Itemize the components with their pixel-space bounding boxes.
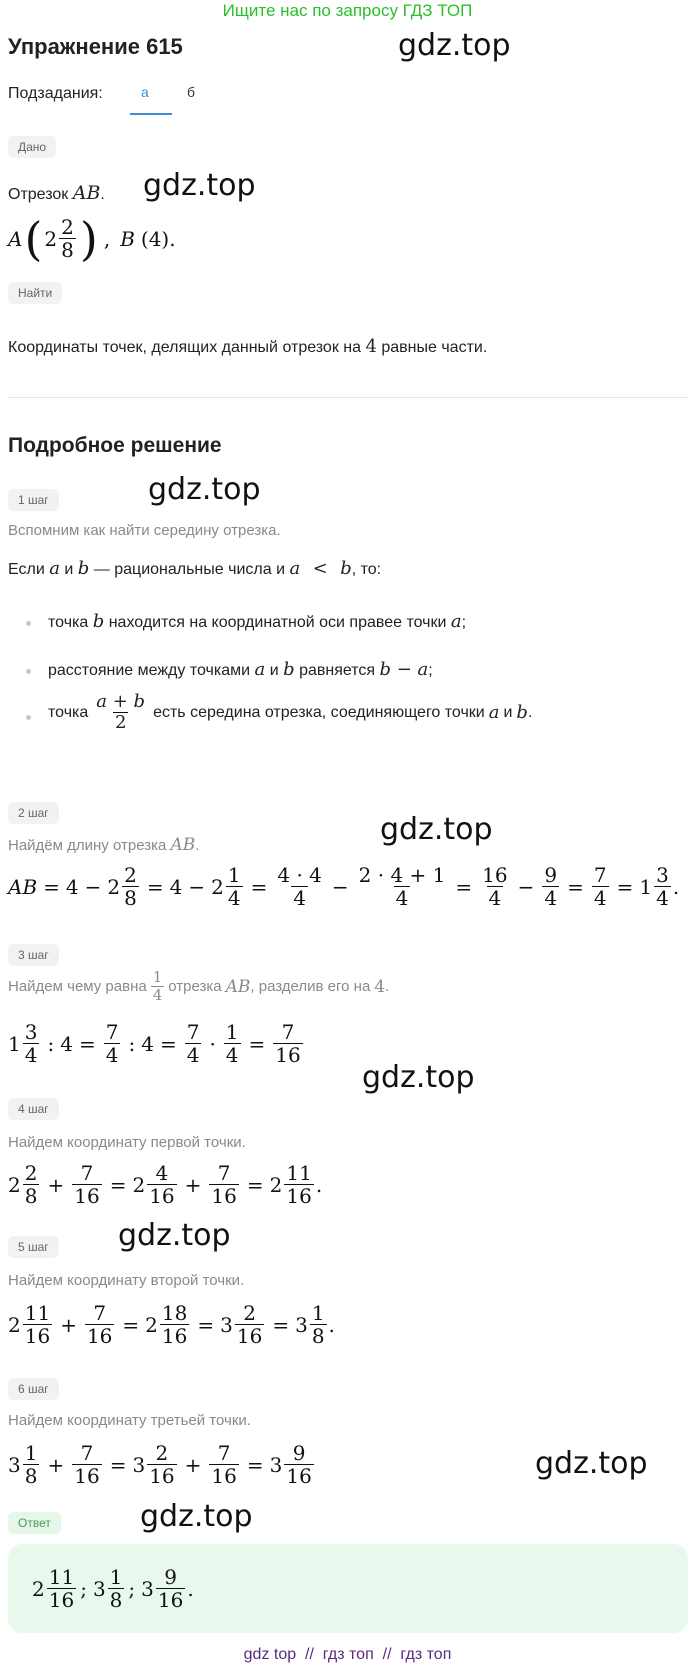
watermark: gdz.top (362, 1060, 475, 1095)
step4-chip: 4 шаг (8, 1098, 59, 1120)
watermark: gdz.top (143, 168, 256, 203)
step3-chip: 3 шаг (8, 944, 59, 966)
point-b-label: B (120, 227, 135, 251)
watermark: gdz.top (535, 1446, 648, 1481)
step4-formula: 2 $\frac{2}{8}$ + $\frac{7}{16}$ = 2 $\frac{4}{16}$ + $\frac{7}{16}$ = 2 $\frac{11}{16}$ . (8, 1161, 323, 1208)
step5-chip: 5 шаг (8, 1236, 59, 1258)
step1-chip: 1 шаг (8, 489, 59, 511)
step3-hint: Найдем чему равна $\frac{1}{4}$ отрезка AB , разделив его на 4 . (8, 968, 390, 1004)
watermark: gdz.top (398, 28, 511, 63)
subtasks-label: Подзадания: (8, 85, 103, 102)
bullet-1: точка b находится на координатной оси правее точки a; (48, 611, 467, 632)
step6-formula: 3 $\frac{1}{8}$ + $\frac{7}{16}$ = 3 $\frac{2}{16}$ + $\frac{7}{16}$ = 3 $\frac{9}{16}$ (8, 1441, 312, 1488)
step1-intro: Если a и b — рациональные числа и a < b, то: (8, 558, 382, 579)
step6-chip: 6 шаг (8, 1378, 59, 1400)
search-banner[interactable]: Ищите нас по запросу ГДЗ ТОП (222, 1, 473, 20)
tab-b[interactable]: б (187, 84, 196, 100)
bullet-3: точка $\frac{a + b}{2}$ есть середина отрезка, соединяющего точки a и b . (48, 691, 533, 733)
step2-hint: Найдём длину отрезка AB. (8, 835, 200, 855)
divider (8, 397, 688, 398)
watermark: gdz.top (148, 472, 261, 507)
find-chip: Найти (8, 282, 62, 304)
given-math: AB (72, 182, 101, 204)
bullet-dot (26, 621, 31, 626)
step2-chip: 2 шаг (8, 802, 59, 824)
step1-hint: Вспомним как найти середину отрезка. (8, 522, 281, 539)
solution-title: Подробное решение (8, 434, 222, 457)
given-text: Отрезок (8, 186, 69, 203)
bullet-2: расстояние между точками a и b равняется b − a; (48, 659, 433, 680)
active-tab-indicator (130, 113, 172, 115)
answer-chip: Ответ (8, 1512, 61, 1534)
step5-formula: 2 $\frac{11}{16}$ + $\frac{7}{16}$ = 2 $\frac{18}{16}$ = 3 $\frac{2}{16}$ = 3 $\frac{1}{8}$ . (8, 1301, 335, 1348)
given-chip: Дано (8, 136, 56, 158)
point-a-label: A (8, 227, 23, 251)
watermark: gdz.top (140, 1499, 253, 1534)
given-segment: Отрезок AB. (8, 182, 105, 204)
step6-hint: Найдем координату третьей точки. (8, 1412, 251, 1429)
step4-hint: Найдем координату первой точки. (8, 1134, 246, 1151)
point-a-num: 2 (61, 215, 74, 239)
footer-links[interactable]: gdz top // гдз топ // гдз топ (243, 1646, 452, 1663)
answer-formula: 2 $\frac{11}{16}$ ; 3 $\frac{1}{8}$ ; 3 $\frac{9}{16}$ . (32, 1565, 194, 1612)
tab-a[interactable]: а (141, 84, 149, 100)
page-title: Упражнение 615 (8, 34, 183, 59)
given-points: A ( 2 $\frac{2}{8}$ ) , B (4). (8, 212, 176, 266)
point-b-value: (4). (140, 227, 176, 251)
bullet-dot (26, 669, 31, 674)
step3-formula: 1 $\frac{3}{4}$ : 4 = $\frac{7}{4}$ : 4 = $\frac{7}{4}$ · $\frac{1}{4}$ = $\frac{7}{16}$ (8, 1020, 301, 1067)
point-a-whole: 2 (44, 227, 58, 251)
bullet-dot (26, 715, 31, 720)
watermark: gdz.top (380, 812, 493, 847)
watermark: gdz.top (118, 1218, 231, 1253)
step2-formula: AB = 4 − 2 $\frac{2}{8}$ = 4 − 2 $\frac{1}{4}$ = $\frac{4 \cdot 4}{4}$ − $\frac{2 \cdot 4 + 1}{4}$ = $\frac{16}{4}$ − $\frac{9}{4}$ = $\frac{7}{4}$ = 1 $\frac{3}{4}$ . (8, 863, 680, 910)
step5-hint: Найдем координату второй точки. (8, 1272, 245, 1289)
point-a-den: 8 (61, 238, 74, 262)
find-text: Координаты точек, делящих данный отрезок на 4 равные части. (8, 336, 488, 357)
